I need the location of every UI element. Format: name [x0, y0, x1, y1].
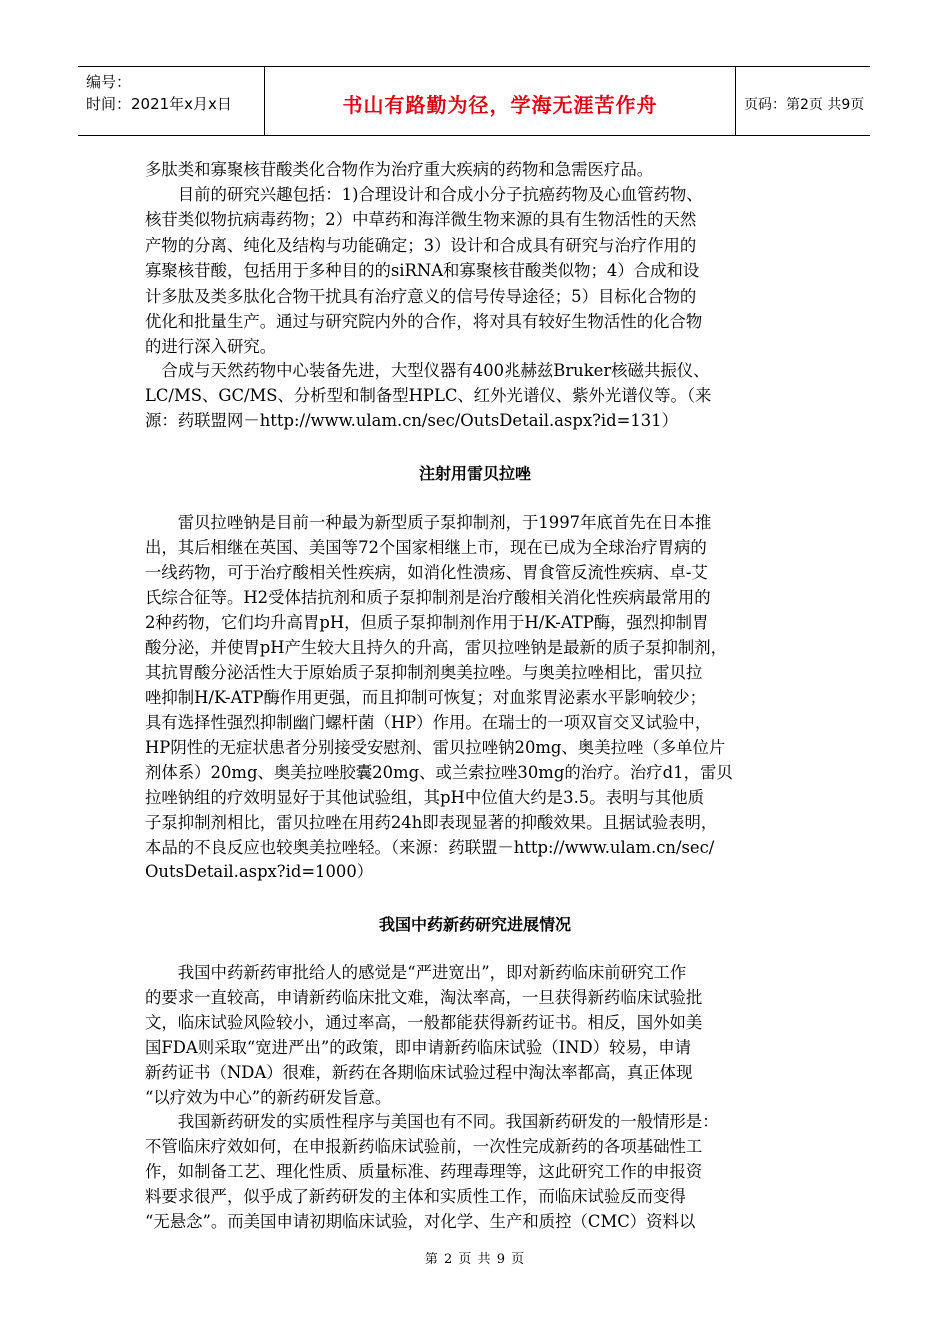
text-line: 出，其后相继在英国、美国等72个国家相继上市，现在已成为全球治疗胃病的 [145, 538, 707, 557]
text-line: 文，临床试验风险较小，通过率高，一般都能获得新药证书。相反，国外如美 [145, 1013, 703, 1032]
header-page-code: 页码：第2页 共9页 [744, 97, 865, 113]
doc-number-label: 编号： [86, 73, 132, 91]
text-line: 料要求很严，似乎成了新药研发的主体和实质性工作，而临床试验反而变得 [145, 1187, 686, 1206]
text-line: 多肽类和寡聚核苷酸类化合物作为治疗重大疾病的药物和急需医疗品。 [145, 160, 654, 179]
text-line: “无悬念”。而美国申请初期临床试验，对化学、生产和质控（CMC）资料以 [145, 1212, 696, 1231]
doc-date-label: 时间：2021年x月x日 [86, 95, 232, 113]
text-line: 子泵抑制剂相比，雷贝拉唑在用药24h即表现显著的抑酸效果。且据试验表明， [145, 813, 718, 832]
header-meta [78, 67, 265, 135]
header-motto: 书山有路勤为径，学海无涯苦作舟 [342, 93, 658, 117]
text-line: HP阴性的无症状患者分别接受安慰剂、雷贝拉唑钠20mg、奥美拉唑（多单位片 [145, 738, 726, 757]
text-line: OutsDetail.aspx?id=1000） [145, 862, 374, 881]
text-line: 不管临床疗效如何，在申报新药临床试验前，一次性完成新药的各项基础性工 [145, 1137, 703, 1156]
header-page-cell [736, 67, 870, 135]
page-header [78, 66, 870, 136]
text-line: 唑抑制H/K-ATP酶作用更强，而且抑制可恢复；对血浆胃泌素水平影响较少； [145, 688, 707, 707]
text-line: 产物的分离、纯化及结构与功能确定；3）设计和合成具有研究与治疗作用的 [145, 236, 697, 255]
text-line: 源：药联盟网－http://www.ulam.cn/sec/OutsDetail.aspx?id=131） [145, 411, 679, 430]
text-line: 剂体系）20mg、奥美拉唑胶囊20mg、或兰索拉唑30mg的治疗。治疗d1，雷贝 [145, 763, 733, 782]
text-line: 核苷类似物抗病毒药物；2）中草药和海洋微生物来源的具有生物活性的天然 [145, 210, 697, 229]
text-line: 新药证书（NDA）很难，新药在各期临床试验过程中淘汰率都高，真正体现 [145, 1063, 693, 1082]
section-3-title: 我国中药新药研究进展情况 [378, 915, 571, 934]
text-line: 拉唑钠组的疗效明显好于其他试验组，其pH中位值大约是3.5。表明与其他质 [145, 788, 704, 807]
text-line: 计多肽及类多肽化合物干扰具有治疗意义的信号传导途径；5）目标化合物的 [145, 287, 697, 306]
page-footer: 第 2 页 共 9 页 [424, 1252, 526, 1267]
text-line: 一线药物，可于治疗酸相关性疾病，如消化性溃疡、胃食管反流性疾病、卓-艾 [145, 563, 708, 582]
text-line: 本品的不良反应也较奥美拉唑轻。（来源：药联盟－http://www.ulam.cn/sec/ [145, 838, 715, 857]
text-line: 我国新药研发的实质性程序与美国也有不同。我国新药研发的一般情形是： [145, 1112, 719, 1131]
text-line: 2种药物，它们均升高胃pH，但质子泵抑制剂作用于H/K-ATP酶，强烈抑制胃 [145, 613, 709, 632]
text-line: LC/MS、GC/MS、分析型和制备型HPLC、红外光谱仪、紫外光谱仪等。（来 [145, 386, 712, 405]
text-line: 我国中药新药审批给人的感觉是“严进宽出”，即对新药临床前研究工作 [145, 963, 687, 982]
text-line: 氏综合征等。H2受体拮抗剂和质子泵抑制剂是治疗酸相关消化性疾病最常用的 [145, 588, 711, 607]
header-motto-cell [265, 67, 736, 135]
text-line: “以疗效为中心”的新药研发旨意。 [145, 1088, 392, 1107]
text-line: 的进行深入研究。 [145, 337, 277, 356]
text-line: 雷贝拉唑钠是目前一种最为新型质子泵抑制剂，于1997年底首先在日本推 [145, 513, 712, 532]
text-line: 国FDA则采取“宽进严出”的政策，即申请新药临床试验（IND）较易，申请 [145, 1038, 692, 1057]
text-line: 作，如制备工艺、理化性质、质量标准、药理毒理等，这此研究工作的申报资 [145, 1162, 703, 1181]
text-line: 其抗胃酸分泌活性大于原始质子泵抑制剂奥美拉唑。与奥美拉唑相比，雷贝拉 [145, 663, 703, 682]
text-line: 的要求一直较高，申请新药临床批文难，淘汰率高，一旦获得新药临床试验批 [145, 988, 703, 1007]
text-line: 目前的研究兴趣包括：1)合理设计和合成小分子抗癌药物及心血管药物、 [145, 185, 703, 204]
text-line: 优化和批量生产。通过与研究院内外的合作，将对具有较好生物活性的化合物 [145, 312, 703, 331]
section-2-title: 注射用雷贝拉唑 [418, 464, 531, 483]
text-line: 合成与天然药物中心装备先进，大型仪器有400兆赫兹Bruker核磁共振仪、 [145, 361, 710, 380]
text-line: 具有选择性强烈抑制幽门螺杆菌（HP）作用。在瑞士的一项双盲交叉试验中， [145, 713, 712, 732]
text-line: 酸分泌，并使胃pH产生较大且持久的升高，雷贝拉唑钠是最新的质子泵抑制剂， [145, 638, 728, 657]
text-line: 寡聚核苷酸，包括用于多种目的的siRNA和寡聚核苷酸类似物；4）合成和设 [145, 261, 700, 280]
